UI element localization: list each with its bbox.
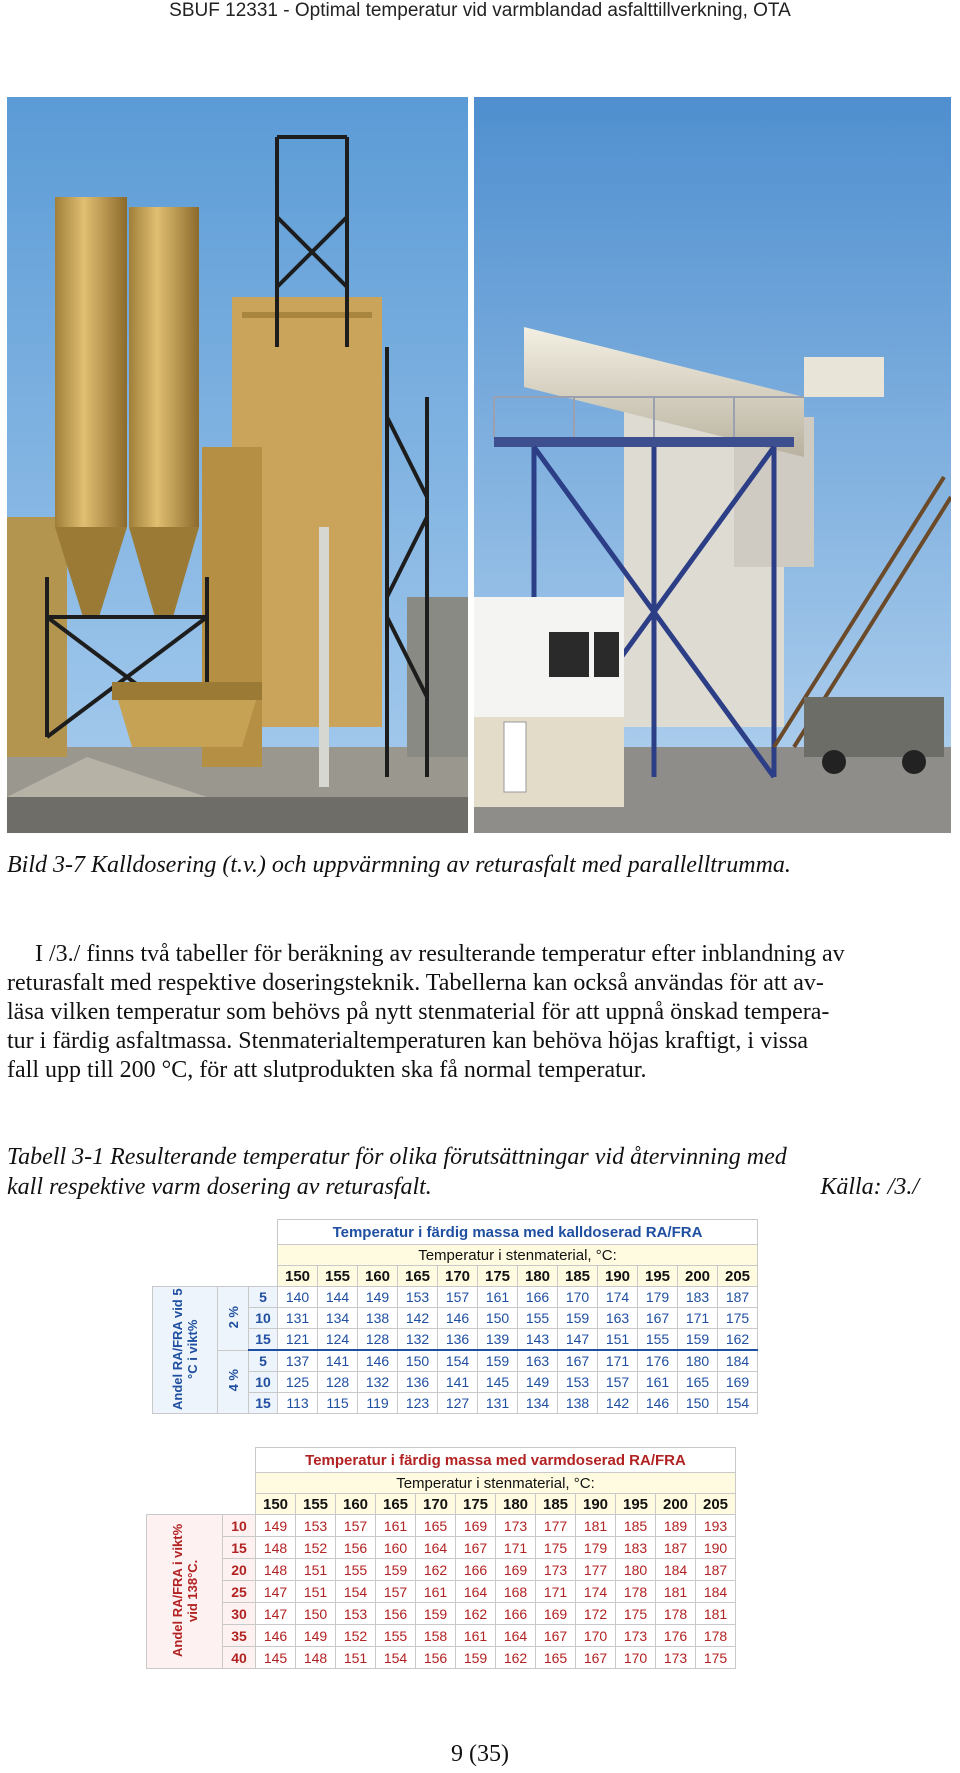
table-cell: 146 [638,1393,678,1414]
table-cell: 170 [558,1287,598,1308]
row-label: 20 [223,1559,256,1581]
table-cell: 149 [256,1515,296,1537]
table-cell: 159 [558,1308,598,1329]
table-cell: 162 [456,1603,496,1625]
table-row [147,1581,736,1603]
table-cell: 164 [456,1581,496,1603]
row-label: 30 [223,1603,256,1625]
table-cell: 132 [358,1372,398,1393]
table-cell: 162 [496,1647,536,1669]
table-cell: 159 [376,1559,416,1581]
table-cell: 174 [598,1287,638,1308]
table-cell: 173 [656,1647,696,1669]
column-header: 160 [336,1494,376,1515]
table-cell: 159 [678,1329,718,1351]
table-cell: 176 [638,1350,678,1372]
table-row [147,1647,736,1669]
table-row [147,1603,736,1625]
table-cell: 180 [616,1559,656,1581]
asphalt-plant-photo-left [7,97,468,833]
table-cell: 181 [696,1603,736,1625]
column-header: 175 [456,1494,496,1515]
table2-row-axis-label: Andel RA/FRA i vikt% vid 138°C. [147,1515,223,1669]
table-cell: 145 [478,1372,518,1393]
table-cell: 165 [678,1372,718,1393]
table-cell: 187 [696,1559,736,1581]
paragraph-line: läsa vilken temperatur som behövs på nytt stenmaterial för att uppnå önskad tempera- [7,999,830,1025]
table-cell: 173 [536,1559,576,1581]
row-label: 5 [249,1287,278,1308]
table-cell: 179 [638,1287,678,1308]
table-caption-line2: kall respektive varm dosering av returasfalt. [7,1174,432,1200]
column-header: 170 [438,1266,478,1287]
table-cell: 184 [656,1559,696,1581]
table-cell: 150 [678,1393,718,1414]
column-header: 160 [358,1266,398,1287]
table-cell: 187 [718,1287,758,1308]
table-cell: 178 [656,1603,696,1625]
column-header: 180 [518,1266,558,1287]
table-cell: 157 [336,1515,376,1537]
table-cell: 128 [318,1372,358,1393]
table-cell: 160 [376,1537,416,1559]
table-cell: 157 [376,1581,416,1603]
column-header: 190 [598,1266,638,1287]
table-cell: 144 [318,1287,358,1308]
table-cell: 178 [616,1581,656,1603]
table-cell: 151 [296,1559,336,1581]
table-cell: 167 [536,1625,576,1647]
column-header: 205 [718,1266,758,1287]
table-caption-line1: Tabell 3-1 Resulterande temperatur för olika förutsättningar vid återvinning med [7,1144,787,1170]
table-cell: 146 [358,1350,398,1372]
paragraph-line: tur i färdig asfaltmassa. Stenmaterialtemperaturen kan behöva höjas kraftigt, i vissa [7,1028,809,1054]
table-cell: 173 [616,1625,656,1647]
table-cell: 150 [398,1350,438,1372]
table-row [153,1350,758,1372]
paragraph-line: I /3./ finns två tabeller för beräkning av resulterande temperatur efter inblandning av [35,941,845,967]
table-cell: 119 [358,1393,398,1414]
table-cell: 131 [478,1393,518,1414]
table-cell: 155 [336,1559,376,1581]
table-cell: 141 [318,1350,358,1372]
table-cell: 168 [496,1581,536,1603]
table-cell: 166 [456,1559,496,1581]
table-cell: 165 [536,1647,576,1669]
table-cell: 158 [416,1625,456,1647]
table-cell: 183 [678,1287,718,1308]
table-cell: 142 [598,1393,638,1414]
table-cell: 147 [256,1603,296,1625]
table-cell: 156 [336,1537,376,1559]
table-cell: 154 [336,1581,376,1603]
table-cell: 154 [438,1350,478,1372]
table-cell: 159 [456,1647,496,1669]
table-cell: 148 [296,1647,336,1669]
table-cell: 134 [518,1393,558,1414]
table-cell: 169 [496,1559,536,1581]
table-cell: 174 [576,1581,616,1603]
column-header: 200 [656,1494,696,1515]
table-row [147,1537,736,1559]
table-cell: 180 [678,1350,718,1372]
table-cell: 178 [696,1625,736,1647]
table-cell: 147 [558,1329,598,1351]
table-cell: 153 [296,1515,336,1537]
column-header: 205 [696,1494,736,1515]
table-cell: 148 [256,1559,296,1581]
table-warm-dosing [146,1447,736,1669]
table-caption [7,1142,953,1202]
table1-group-label: 4 % [218,1350,249,1414]
table-cell: 149 [358,1287,398,1308]
table1-group-label: 2 % [218,1287,249,1351]
table-cell: 152 [336,1625,376,1647]
column-header: 150 [278,1266,318,1287]
table-cell: 184 [718,1350,758,1372]
table-cell: 150 [296,1603,336,1625]
column-header: 185 [536,1494,576,1515]
table-cell: 148 [256,1537,296,1559]
table-cell: 149 [296,1625,336,1647]
table-row [153,1287,758,1308]
table-cell: 161 [376,1515,416,1537]
row-label: 35 [223,1625,256,1647]
table-cell: 179 [576,1537,616,1559]
table-cell: 146 [438,1308,478,1329]
table-cell: 136 [438,1329,478,1351]
table-cell: 171 [598,1350,638,1372]
table-cell: 187 [656,1537,696,1559]
row-label: 25 [223,1581,256,1603]
table1-title: Temperatur i färdig massa med kalldoserad RA/FRA [278,1220,758,1245]
table-cell: 132 [398,1329,438,1351]
table-row [147,1559,736,1581]
table-cell: 145 [256,1647,296,1669]
table-cell: 151 [336,1647,376,1669]
column-header: 155 [318,1266,358,1287]
table-cell: 155 [376,1625,416,1647]
table-cell: 113 [278,1393,318,1414]
table-cell: 128 [358,1329,398,1351]
table-cell: 155 [638,1329,678,1351]
table-cell: 189 [656,1515,696,1537]
table-cell: 151 [598,1329,638,1351]
table-cell: 184 [696,1581,736,1603]
row-label: 10 [249,1308,278,1329]
table-cell: 131 [278,1308,318,1329]
row-label: 5 [249,1350,278,1372]
table-cell: 125 [278,1372,318,1393]
table-cell: 159 [478,1350,518,1372]
row-label: 40 [223,1647,256,1669]
table-cell: 166 [518,1287,558,1308]
column-header: 165 [398,1266,438,1287]
row-label: 15 [249,1393,278,1414]
table-cell: 138 [358,1308,398,1329]
table1-header-row [153,1266,758,1287]
table-cell: 157 [438,1287,478,1308]
table-cell: 156 [416,1647,456,1669]
table2-header-row [147,1494,736,1515]
table-cell: 151 [296,1581,336,1603]
table-cell: 175 [616,1603,656,1625]
table-cell: 164 [416,1537,456,1559]
table-cell: 154 [376,1647,416,1669]
table-caption-source: Källa: /3./ [820,1174,919,1200]
table-cell: 170 [576,1625,616,1647]
table-cell: 170 [616,1647,656,1669]
column-header: 200 [678,1266,718,1287]
table-cold-dosing [152,1219,758,1414]
table-cell: 127 [438,1393,478,1414]
table-cell: 121 [278,1329,318,1351]
table-row [147,1625,736,1647]
table-row [147,1515,736,1537]
table-cell: 138 [558,1393,598,1414]
row-label: 10 [223,1515,256,1537]
column-header: 195 [616,1494,656,1515]
table-cell: 175 [696,1647,736,1669]
table-cell: 136 [398,1372,438,1393]
table-cell: 175 [718,1308,758,1329]
table-cell: 169 [718,1372,758,1393]
table-cell: 171 [678,1308,718,1329]
column-header: 180 [496,1494,536,1515]
table-cell: 171 [536,1581,576,1603]
table-cell: 146 [256,1625,296,1647]
table-cell: 115 [318,1393,358,1414]
table-cell: 193 [696,1515,736,1537]
table-cell: 163 [518,1350,558,1372]
column-header: 155 [296,1494,336,1515]
table-cell: 123 [398,1393,438,1414]
page-number: 9 (35) [451,1741,509,1767]
table-cell: 156 [376,1603,416,1625]
table-cell: 142 [398,1308,438,1329]
table2-title: Temperatur i färdig massa med varmdoserad RA/FRA [256,1448,736,1473]
column-header: 165 [376,1494,416,1515]
table2-subtitle: Temperatur i stenmaterial, °C: [256,1473,736,1494]
table-cell: 181 [656,1581,696,1603]
table-cell: 149 [518,1372,558,1393]
table-cell: 167 [638,1308,678,1329]
table-cell: 173 [496,1515,536,1537]
table-cell: 141 [438,1372,478,1393]
paragraph-line: returasfalt med respektive doseringsteknik. Tabellerna kan också användas för att av- [7,970,824,996]
page-header: SBUF 12331 - Optimal temperatur vid varmblandad asfalttillverkning, OTA [169,0,791,21]
asphalt-plant-photo-right [474,97,951,833]
table-cell: 161 [416,1581,456,1603]
table1-subtitle: Temperatur i stenmaterial, °C: [278,1245,758,1266]
table-cell: 165 [416,1515,456,1537]
table-cell: 181 [576,1515,616,1537]
table-cell: 124 [318,1329,358,1351]
table-cell: 172 [576,1603,616,1625]
table-cell: 167 [456,1537,496,1559]
column-header: 150 [256,1494,296,1515]
table-cell: 154 [718,1393,758,1414]
table-cell: 152 [296,1537,336,1559]
table-cell: 176 [656,1625,696,1647]
table-cell: 175 [536,1537,576,1559]
column-header: 175 [478,1266,518,1287]
table-cell: 137 [278,1350,318,1372]
table-cell: 155 [518,1308,558,1329]
table1-row-axis-label: Andel RA/FRA vid 5 °C i vikt% [153,1287,218,1414]
column-header: 170 [416,1494,456,1515]
table-cell: 169 [456,1515,496,1537]
table-cell: 167 [558,1350,598,1372]
table-cell: 177 [536,1515,576,1537]
table-cell: 161 [638,1372,678,1393]
table-cell: 164 [496,1625,536,1647]
table-cell: 153 [336,1603,376,1625]
table-cell: 161 [456,1625,496,1647]
table-cell: 153 [558,1372,598,1393]
table-cell: 185 [616,1515,656,1537]
table-cell: 134 [318,1308,358,1329]
table-cell: 183 [616,1537,656,1559]
table-cell: 162 [718,1329,758,1351]
table-cell: 169 [536,1603,576,1625]
table-cell: 150 [478,1308,518,1329]
table-cell: 139 [478,1329,518,1351]
row-label: 15 [223,1537,256,1559]
table-cell: 157 [598,1372,638,1393]
paragraph-line: fall upp till 200 °C, för att slutprodukten ska få normal temperatur. [7,1057,647,1083]
table-cell: 143 [518,1329,558,1351]
column-header: 185 [558,1266,598,1287]
column-header: 195 [638,1266,678,1287]
table-cell: 147 [256,1581,296,1603]
table-cell: 162 [416,1559,456,1581]
table-cell: 177 [576,1559,616,1581]
table-cell: 163 [598,1308,638,1329]
table-cell: 161 [478,1287,518,1308]
table-cell: 171 [496,1537,536,1559]
figure-caption: Bild 3-7 Kalldosering (t.v.) och uppvärmning av returasfalt med parallelltrumma. [7,852,791,878]
row-label: 15 [249,1329,278,1351]
table-cell: 190 [696,1537,736,1559]
table-cell: 140 [278,1287,318,1308]
row-label: 10 [249,1372,278,1393]
table-cell: 166 [496,1603,536,1625]
table-cell: 167 [576,1647,616,1669]
table-cell: 159 [416,1603,456,1625]
column-header: 190 [576,1494,616,1515]
table-cell: 153 [398,1287,438,1308]
body-paragraph [7,940,953,1085]
